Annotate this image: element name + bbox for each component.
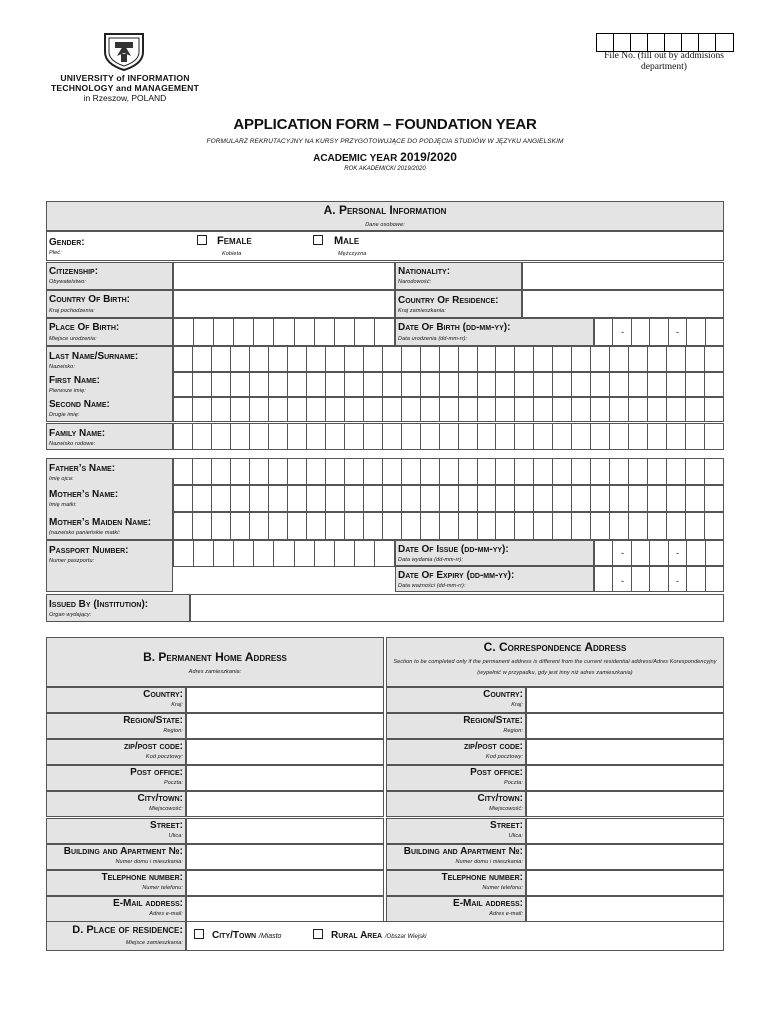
country-birth-sublabel: Kraj pochodzenia: — [49, 308, 95, 314]
correspondence-address-field-input[interactable] — [526, 739, 724, 765]
form-title: APPLICATION FORM – FOUNDATION YEAR — [233, 116, 537, 133]
country-birth-label: Country Of Birth: — [49, 294, 131, 305]
correspondence-address-field-label: Building and Apartment №: — [403, 845, 523, 857]
issued-by-label: Issued By (Institution): — [49, 599, 149, 610]
section-c-title: C. Correspondence Address — [483, 640, 627, 654]
date-expiry-input[interactable] — [594, 566, 724, 592]
correspondence-address-field-sublabel: Ulica: — [508, 832, 523, 839]
last-name-sublabel: Nazwisko: — [49, 364, 75, 370]
second-name-sublabel: Drugie imię: — [49, 412, 80, 418]
family-name-sublabel: Nazwisko rodowe: — [49, 441, 96, 447]
section-d-sublabel: Miejsce zamieszkania: — [125, 940, 183, 946]
family-name-label: Family Name: — [49, 428, 106, 439]
correspondence-address-field-input[interactable] — [526, 844, 724, 870]
correspondence-address-field-label: Region/State: — [463, 715, 523, 727]
correspondence-address-field-sublabel: Kraj: — [511, 702, 523, 708]
correspondence-address-field-label: Street: — [490, 819, 523, 831]
section-b-subtitle: Adres zamieszkania: — [188, 669, 242, 675]
correspondence-address-field-sublabel: Miejscowość: — [489, 806, 523, 813]
citizenship-input[interactable] — [173, 262, 395, 290]
home-address-field-sublabel: Kraj: — [171, 702, 183, 708]
home-address-field-label: Telephone number: — [101, 871, 183, 883]
mother-name-input[interactable] — [173, 485, 724, 512]
date-birth-sublabel: Data urodzenia (dd-mm-rr): — [398, 336, 468, 342]
country-residence-input[interactable] — [522, 290, 724, 318]
form-subtitle: FORMULARZ REKRUTACYJNY NA KURSY PRZYGOTOWUJĄCE DO PODJĘCIA STUDIÓW W JĘZYKU ANGIELSKIM — [206, 138, 564, 145]
home-address-field-sublabel: Kod pocztowy: — [145, 754, 183, 761]
second-name-label: Second Name: — [49, 399, 110, 410]
home-address-field-input[interactable] — [186, 687, 384, 713]
mother-name-sublabel: Imię matki: — [49, 502, 77, 508]
date-expiry-dash-1: - — [621, 576, 624, 586]
section-d-label: D. Place of residence: — [72, 924, 183, 936]
home-address-field-label: Country: — [143, 689, 183, 700]
gender-label: Gender: — [49, 237, 85, 248]
city-town-checkbox[interactable] — [194, 929, 204, 939]
home-address-field-sublabel: Miejscowość: — [149, 806, 183, 813]
correspondence-address-field-sublabel: Kod pocztowy: — [485, 754, 523, 761]
correspondence-address-field-sublabel: Poczta: — [503, 780, 523, 787]
father-name-sublabel: Imię ojca: — [49, 476, 74, 482]
home-address-field-label: Post office: — [130, 767, 183, 779]
section-a-title: A. Personal Information — [323, 203, 447, 217]
correspondence-address-field-sublabel: Numer telefonu: — [482, 884, 523, 891]
file-number-boxes[interactable] — [596, 33, 734, 52]
correspondence-address-field-input[interactable] — [526, 896, 724, 922]
home-address-field-input[interactable] — [186, 739, 384, 765]
nationality-input[interactable] — [522, 262, 724, 290]
home-address-field-input[interactable] — [186, 818, 384, 844]
home-address-field-sublabel: Adres e-mail: — [149, 910, 183, 917]
section-a-subtitle: Dane osobowe: — [365, 222, 405, 228]
passport-input[interactable] — [173, 540, 395, 567]
home-address-field-label: Region/State: — [123, 715, 183, 727]
home-address-field-label: Building and Apartment №: — [63, 845, 183, 857]
home-address-field-label: City/town: — [137, 793, 183, 805]
rural-area-checkbox[interactable] — [313, 929, 323, 939]
correspondence-address-field-sublabel: Numer domu i mieszkania: — [455, 858, 523, 865]
female-checkbox[interactable] — [197, 235, 207, 245]
file-number-label: File No. (fill out by addmisions department) — [604, 51, 724, 72]
home-address-field-input[interactable] — [186, 791, 384, 817]
gender-row — [46, 231, 724, 261]
country-residence-sublabel: Kraj zamieszkania: — [398, 308, 446, 314]
correspondence-address-field-label: City/town: — [477, 793, 523, 805]
mother-maiden-sublabel: (nazwisko panieńskie matki: — [49, 530, 121, 536]
date-issue-input[interactable] — [594, 540, 724, 566]
academic-year: ACADEMIC YEAR 2019/2020 — [313, 150, 457, 164]
date-birth-input[interactable] — [594, 318, 724, 346]
home-address-field-input[interactable] — [186, 844, 384, 870]
gender-sublabel: Płeć: — [49, 250, 62, 256]
first-name-sublabel: Pierwsze imię: — [49, 388, 86, 394]
place-birth-sublabel: Miejsce urodzenia: — [49, 336, 97, 342]
city-town-label: City/Town /Miasto — [212, 930, 282, 941]
passport-sublabel: Numer paszportu: — [49, 558, 95, 564]
male-sublabel: Mężczyzna — [338, 251, 367, 257]
date-birth-dash-2: - — [676, 327, 679, 337]
citizenship-label: Citizenship: — [49, 266, 99, 277]
correspondence-address-field-input[interactable] — [526, 818, 724, 844]
date-birth-label: Date Of Birth (dd-mm-yy): — [398, 322, 511, 333]
home-address-field-input[interactable] — [186, 713, 384, 739]
university-name: UNIVERSITY of INFORMATION TECHNOLOGY and MANAGEMENT — [50, 73, 200, 93]
father-name-input[interactable] — [173, 458, 724, 485]
issued-by-input[interactable] — [190, 594, 724, 622]
female-label: Female — [217, 235, 252, 247]
last-name-label: Last Name/Surname: — [49, 351, 139, 362]
home-address-field-label: Street: — [150, 819, 183, 831]
home-address-field-input[interactable] — [186, 765, 384, 791]
country-birth-input[interactable] — [173, 290, 395, 318]
home-address-field-sublabel: Numer domu i mieszkania: — [115, 858, 183, 865]
first-name-input[interactable] — [173, 372, 724, 397]
date-expiry-label: Date Of Expiry (dd-mm-yy): — [398, 570, 515, 581]
home-address-field-sublabel: Numer telefonu: — [142, 884, 183, 891]
home-address-field-input[interactable] — [186, 870, 384, 896]
first-name-label: First Name: — [49, 375, 100, 386]
mother-name-label: Mother’s Name: — [49, 489, 119, 500]
place-birth-input[interactable] — [173, 318, 395, 346]
date-expiry-dash-2: - — [676, 576, 679, 586]
male-checkbox[interactable] — [313, 235, 323, 245]
male-label: Male — [334, 235, 360, 247]
second-name-input[interactable] — [173, 397, 724, 422]
last-name-input[interactable] — [173, 346, 724, 372]
mother-maiden-label: Mother’s Maiden Name: — [49, 517, 152, 528]
home-address-field-sublabel: Ulica: — [168, 832, 183, 839]
correspondence-address-field-sublabel: Adres e-mail: — [489, 910, 523, 917]
correspondence-address-field-label: Country: — [483, 689, 523, 700]
date-issue-sublabel: Data wydania (dd-mm-rr): — [398, 557, 464, 563]
nationality-label: Nationality: — [398, 266, 451, 277]
nationality-sublabel: Narodowość: — [398, 279, 432, 285]
section-c-subtitle: Section to be completed only if the permanent address is different from the current residential address/Adres Korespondencyjny (wypełnić w przypadku, gdy jest inny niż adres zamieszkania) — [393, 659, 717, 676]
date-issue-label: Date Of Issue (dd-mm-yy): — [398, 544, 509, 555]
correspondence-address-field-label: Telephone number: — [441, 871, 523, 883]
home-address-field-sublabel: Region: — [163, 728, 183, 735]
place-birth-label: Place Of Birth: — [49, 322, 120, 333]
date-birth-dash-1: - — [621, 327, 624, 337]
date-issue-dash-1: - — [621, 548, 624, 558]
correspondence-address-field-label: E-Mail address: — [453, 897, 523, 909]
father-name-label: Father’s Name: — [49, 463, 116, 474]
correspondence-address-field-input[interactable] — [526, 765, 724, 791]
correspondence-address-field-input[interactable] — [526, 713, 724, 739]
correspondence-address-field-input[interactable] — [526, 791, 724, 817]
issued-by-sublabel: Organ wydający: — [49, 612, 92, 618]
home-address-field-label: E-Mail address: — [113, 897, 183, 909]
passport-label: Passport Number: — [49, 545, 129, 556]
date-issue-dash-2: - — [676, 548, 679, 558]
mother-maiden-input[interactable] — [173, 512, 724, 540]
home-address-field-sublabel: Poczta: — [163, 780, 183, 787]
correspondence-address-field-label: Post office: — [470, 767, 523, 779]
home-address-field-label: zip/post code: — [123, 741, 183, 753]
section-b-title: B. Permanent Home Address — [143, 650, 287, 664]
university-city: in Rzeszow, POLAND — [83, 93, 167, 103]
correspondence-address-field-input[interactable] — [526, 687, 724, 713]
correspondence-address-field-label: zip/post code: — [463, 741, 523, 753]
date-expiry-sublabel: Data ważności (dd-mm-rr): — [398, 583, 466, 589]
female-sublabel: Kobieta — [222, 251, 242, 257]
rural-area-label: Rural Area /Obszar Wiejski — [331, 930, 427, 941]
family-name-input[interactable] — [173, 423, 724, 450]
home-address-field-input[interactable] — [186, 896, 384, 922]
correspondence-address-field-input[interactable] — [526, 870, 724, 896]
correspondence-address-field-sublabel: Region: — [503, 728, 523, 735]
university-crest-icon — [99, 30, 149, 72]
citizenship-sublabel: Obywatelstwo: — [49, 279, 87, 285]
academic-year-sub: ROK AKADEMICKI 2019/2020 — [344, 166, 426, 172]
country-residence-label: Country Of Residence: — [398, 295, 499, 306]
